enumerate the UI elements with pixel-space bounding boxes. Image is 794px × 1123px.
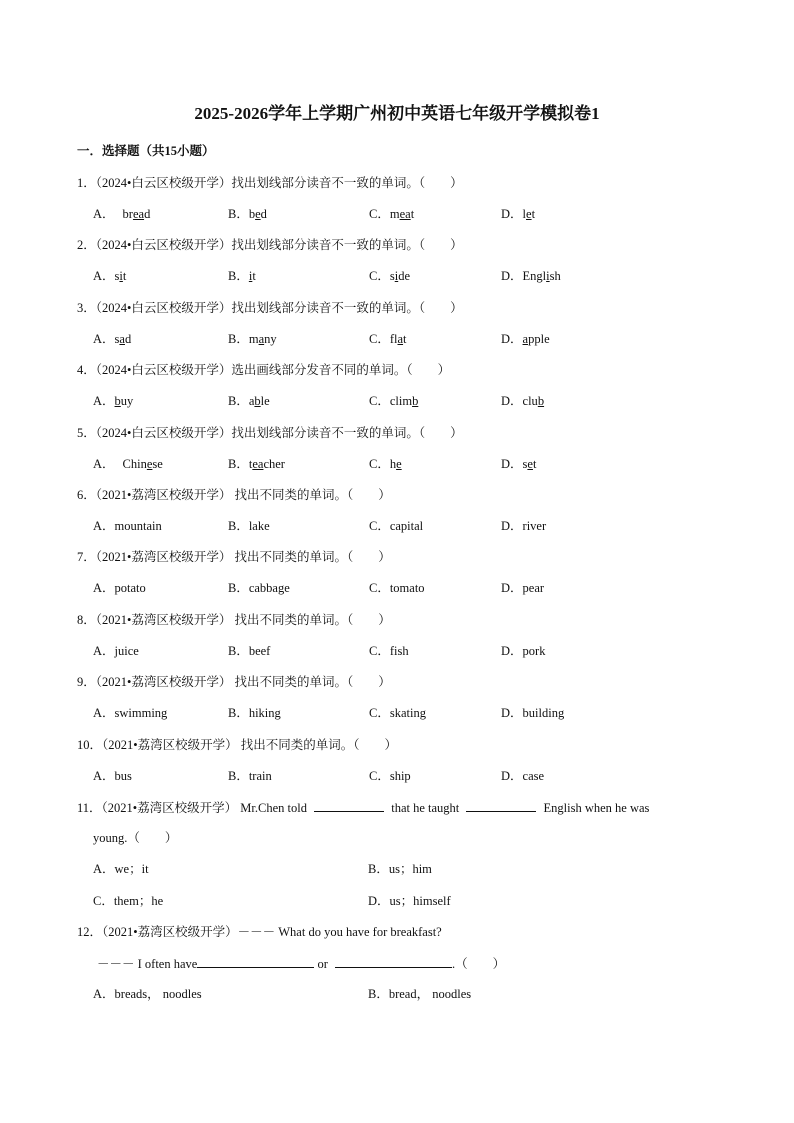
underlined-letters: a [522, 332, 529, 346]
option-c[interactable]: C．skating [369, 706, 426, 720]
option-c[interactable]: C．them；he [93, 894, 164, 908]
option-d[interactable]: D．case [501, 769, 545, 783]
answer-blank [314, 798, 384, 812]
word-part: B． [228, 394, 249, 408]
option-b[interactable]: B．lake [228, 519, 270, 533]
question-4: 4．（2024•白云区校级开学）选出画线部分发音不同的单词。（ ） [77, 363, 451, 377]
option-a[interactable] [93, 392, 133, 410]
word-part: A． [93, 269, 115, 283]
option-c[interactable] [369, 205, 414, 223]
option-c[interactable]: C．capital [369, 519, 424, 533]
option-b[interactable]: B．hiking [228, 706, 281, 720]
word-part: ny [264, 332, 277, 346]
underlined-letters: a [397, 332, 404, 346]
option-c[interactable]: C．tomato [369, 581, 425, 595]
option-d[interactable]: D．river [501, 519, 547, 533]
word-part: B． [228, 332, 249, 346]
word-part: C． [369, 332, 390, 346]
option-b[interactable] [228, 267, 256, 285]
question-12-line2 [97, 954, 505, 973]
option-a[interactable]: A．we；it [93, 862, 149, 876]
word-part: C． [369, 269, 390, 283]
option-c[interactable] [369, 330, 407, 348]
word-part: h [389, 457, 397, 471]
option-c[interactable] [369, 392, 418, 410]
word-part: sh [549, 269, 561, 283]
question-7: 7．（2021•荔湾区校级开学） 找出不同类的单词。（ ） [77, 550, 391, 564]
word-part: le [260, 394, 270, 408]
option-d[interactable] [501, 267, 561, 285]
underlined-letters: e [396, 457, 402, 471]
word-part: t [410, 207, 415, 221]
underlined-letters: i [546, 269, 550, 283]
underlined-letters: ea [399, 207, 411, 221]
word-part: Chin [122, 457, 147, 471]
word-part: A． [93, 207, 115, 221]
option-d[interactable]: D．us；himself [368, 894, 451, 908]
word-part: B． [228, 269, 249, 283]
question-1: 1．（2024•白云区校级开学）找出划线部分读音不一致的单词。（ ） [77, 176, 463, 190]
underlined-letters: a [258, 332, 265, 346]
section-title: 一．选择题（共15小题） [77, 144, 215, 158]
question-12-text-b: or [317, 957, 328, 971]
option-a[interactable] [93, 267, 126, 285]
word-part: s [389, 269, 395, 283]
page-title: 2025-2026学年上学期广州初中英语七年级开学模拟卷1 [194, 104, 600, 123]
word-part: se [152, 457, 163, 471]
underlined-letters: b [412, 394, 419, 408]
option-c[interactable]: C．ship [369, 769, 411, 783]
option-a[interactable]: A．swimming [93, 706, 168, 720]
word-part: Engl [522, 269, 547, 283]
underlined-letters: i [248, 269, 253, 283]
word-part: clu [522, 394, 538, 408]
option-b[interactable] [228, 330, 277, 348]
question-9: 9．（2021•荔湾区校级开学） 找出不同类的单词。（ ） [77, 675, 391, 689]
word-part: s [522, 457, 528, 471]
question-11 [77, 798, 649, 817]
word-part: D． [501, 332, 523, 346]
word-part: m [389, 207, 400, 221]
option-a[interactable]: A．breads， noodles [93, 987, 202, 1001]
option-d[interactable]: D．pork [501, 644, 546, 658]
word-part: cher [263, 457, 285, 471]
underlined-letters: i [394, 269, 399, 283]
word-part: s [114, 269, 120, 283]
option-b[interactable]: B．train [228, 769, 272, 783]
option-d[interactable]: D．building [501, 706, 565, 720]
question-3: 3．（2024•白云区校级开学）找出划线部分读音不一致的单词。（ ） [77, 301, 463, 315]
word-part: A． [93, 394, 115, 408]
question-11-text-c: English when he was [543, 801, 650, 815]
word-part: d [124, 332, 132, 346]
option-b[interactable] [228, 205, 267, 223]
question-11-text-b: that he taught [391, 801, 460, 815]
option-a[interactable] [93, 330, 131, 348]
underlined-letters: e [526, 207, 532, 221]
question-6: 6．（2021•荔湾区校级开学） 找出不同类的单词。（ ） [77, 488, 391, 502]
word-part: t [122, 269, 127, 283]
word-part: C． [369, 394, 390, 408]
option-a[interactable] [93, 205, 150, 223]
option-d[interactable] [501, 205, 535, 223]
option-d[interactable] [501, 330, 550, 348]
word-part: a [248, 394, 255, 408]
question-11-text-a: 11．（2021•荔湾区校级开学） Mr.Chen told [77, 801, 307, 815]
word-part: C． [369, 457, 390, 471]
underlined-letters: a [119, 332, 125, 346]
option-a[interactable]: A．bus [93, 769, 132, 783]
question-2: 2．（2024•白云区校级开学）找出划线部分读音不一致的单词。（ ） [77, 238, 463, 252]
word-part: fl [389, 332, 398, 346]
underlined-letters: e [527, 457, 533, 471]
word-part: d [260, 207, 267, 221]
word-part: t [248, 457, 253, 471]
word-part: uy [120, 394, 134, 408]
question-5: 5．（2024•白云区校级开学）找出划线部分读音不一致的单词。（ ） [77, 426, 463, 440]
underlined-letters: e [255, 207, 261, 221]
question-10: 10．（2021•荔湾区校级开学） 找出不同类的单词。（ ） [77, 738, 398, 752]
word-part: t [532, 457, 537, 471]
option-c[interactable] [369, 455, 402, 473]
question-12-text-a: －－－ I often have [97, 957, 198, 971]
underlined-letters: ea [252, 457, 264, 471]
underlined-letters: ea [132, 207, 145, 221]
option-c[interactable] [369, 267, 410, 285]
option-a[interactable] [93, 455, 163, 473]
word-part: clim [389, 394, 413, 408]
word-part: A． [93, 457, 115, 471]
word-part: B． [228, 207, 249, 221]
word-part: A． [93, 332, 115, 346]
option-a[interactable]: A．potato [93, 581, 146, 595]
underlined-letters: i [119, 269, 123, 283]
option-b[interactable] [228, 392, 270, 410]
option-d[interactable]: D．pear [501, 581, 545, 595]
option-b[interactable]: B．beef [228, 644, 271, 658]
word-part: B． [228, 457, 249, 471]
word-part: C． [369, 207, 390, 221]
word-part: l [522, 207, 527, 221]
question-11-line2: young.（ ） [93, 831, 178, 845]
option-a[interactable]: A．mountain [93, 519, 162, 533]
word-part: s [114, 332, 120, 346]
word-part: D． [501, 457, 523, 471]
option-b[interactable]: B．bread， noodles [368, 987, 472, 1001]
question-8: 8．（2021•荔湾区校级开学） 找出不同类的单词。（ ） [77, 613, 391, 627]
underlined-letters: b [254, 394, 261, 408]
word-part: t [403, 332, 407, 346]
question-12: 12．（2021•荔湾区校级开学）－－－ What do you have for breakfast? [77, 925, 442, 939]
question-12-text-c: .（ ） [452, 957, 506, 971]
word-part: b [248, 207, 256, 221]
word-part: D． [501, 207, 523, 221]
underlined-letters: b [537, 394, 545, 408]
word-part: D． [501, 269, 523, 283]
word-part: br [122, 207, 133, 221]
option-b[interactable]: B．cabbage [228, 581, 290, 595]
word-part: t [531, 207, 536, 221]
answer-blank [197, 954, 314, 968]
word-part: t [252, 269, 256, 283]
word-part: D． [501, 394, 523, 408]
word-part: pple [528, 332, 550, 346]
word-part: m [248, 332, 259, 346]
option-a[interactable]: A．juice [93, 644, 139, 658]
option-b[interactable]: B．us；him [368, 862, 432, 876]
underlined-letters: e [146, 457, 153, 471]
word-part: de [398, 269, 411, 283]
option-b[interactable] [228, 455, 285, 473]
underlined-letters: b [114, 394, 121, 408]
answer-blank [335, 954, 452, 968]
answer-blank [466, 798, 536, 812]
option-d[interactable] [501, 455, 536, 473]
option-c[interactable]: C．fish [369, 644, 409, 658]
option-d[interactable] [501, 392, 544, 410]
word-part: d [144, 207, 151, 221]
